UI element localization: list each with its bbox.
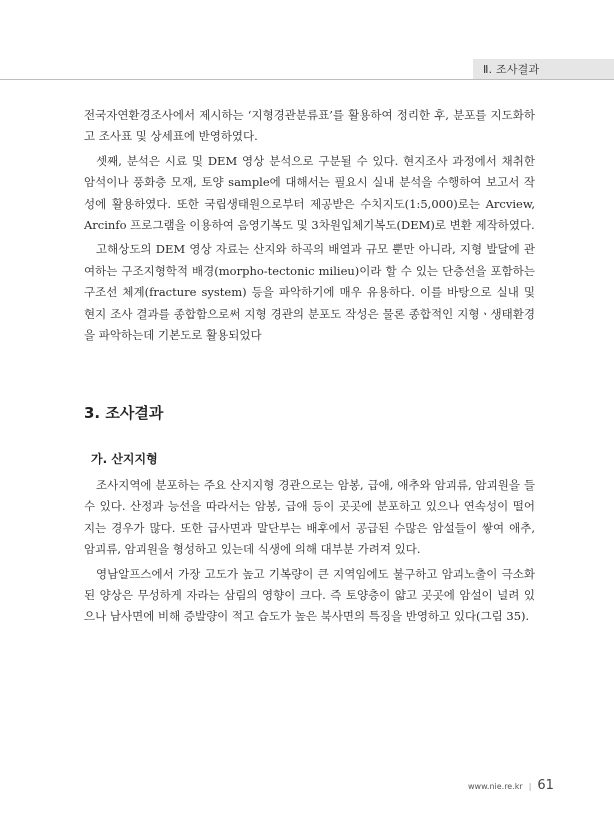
body-paragraph: 전국자연환경조사에서 제시하는 ‘지형경관분류표’를 활용하여 정리한 후, 분포를 지도화하고 조사표 및 상세표에 반영하였다.: [84, 108, 535, 144]
section-text-block: [84, 475, 535, 628]
footer-separator: |: [528, 782, 532, 791]
chapter-label: Ⅱ. 조사결과: [483, 63, 540, 76]
page-footer: [468, 778, 554, 793]
intro-text-block: [84, 105, 535, 346]
section-heading: 3. 조사결과: [84, 404, 164, 422]
header-rule: [0, 79, 614, 80]
body-paragraph: 영남알프스에서 가장 고도가 높고 기복량이 큰 지역임에도 불구하고 암괴노출이 극소화된 양상은 무성하게 자라는 삼림의 영향이 크다. 즉 토양층이 얇고 곳곳에 암설이 널려 있으나 남사면에 비해 증발량이 적고 습도가 높은 북사면의 특징을 반영하고 있다(그림 35).: [84, 566, 535, 624]
subsection-heading: 가. 산지지형: [91, 452, 158, 466]
body-paragraph: 고해상도의 DEM 영상 자료는 산지와 하곡의 배열과 규모 뿐만 아니라, 지형 발달에 관여하는 구조지형학적 배경(morpho-tectonic milieu)이라 할 수 있는 단층선을 포함하는 구조선 체계(fracture system) 등을 파악하기에 매우 유용하다. 이를 바탕으로 실내 및 현지 조사 결과를 종합함으로써 지형 경관의 분포도 작성은 물론 종합적인 지형ㆍ생태환경을 파악하는데 기본도로 활용되었다: [84, 242, 535, 343]
page-number: 61: [537, 778, 554, 793]
footer-site-url: www.nie.re.kr: [468, 782, 523, 791]
body-paragraph: 조사지역에 분포하는 주요 산지지형 경관으로는 암봉, 급애, 애추와 암괴류, 암괴원을 들 수 있다. 산정과 능선을 따라서는 암봉, 급애 등이 곳곳에 분포하고 있으나 연속성이 떨어지는 경우가 많다. 또한 급사면과 말단부는 배후에서 공급된 수많은 암설들이 쌓여 애추, 암괴류, 암괴원을 형성하고 있는데 식생에 의해 대부분 가려져 있다.: [84, 478, 535, 557]
body-paragraph: 셋째, 분석은 시료 및 DEM 영상 분석으로 구분될 수 있다. 현지조사 과정에서 채취한 암석이나 풍화층 모재, 토양 sample에 대해서는 필요시 실내 분석을 수행하여 보고서 작성에 활용하였다. 또한 국립생태원으로부터 제공받은 수치지도(1:5,000)로는 Arcview, Arcinfo 프로그램을 이용하여 음영기복도 및 3차원입체기복도(DEM)로 변환 제작하였다.: [84, 153, 535, 233]
